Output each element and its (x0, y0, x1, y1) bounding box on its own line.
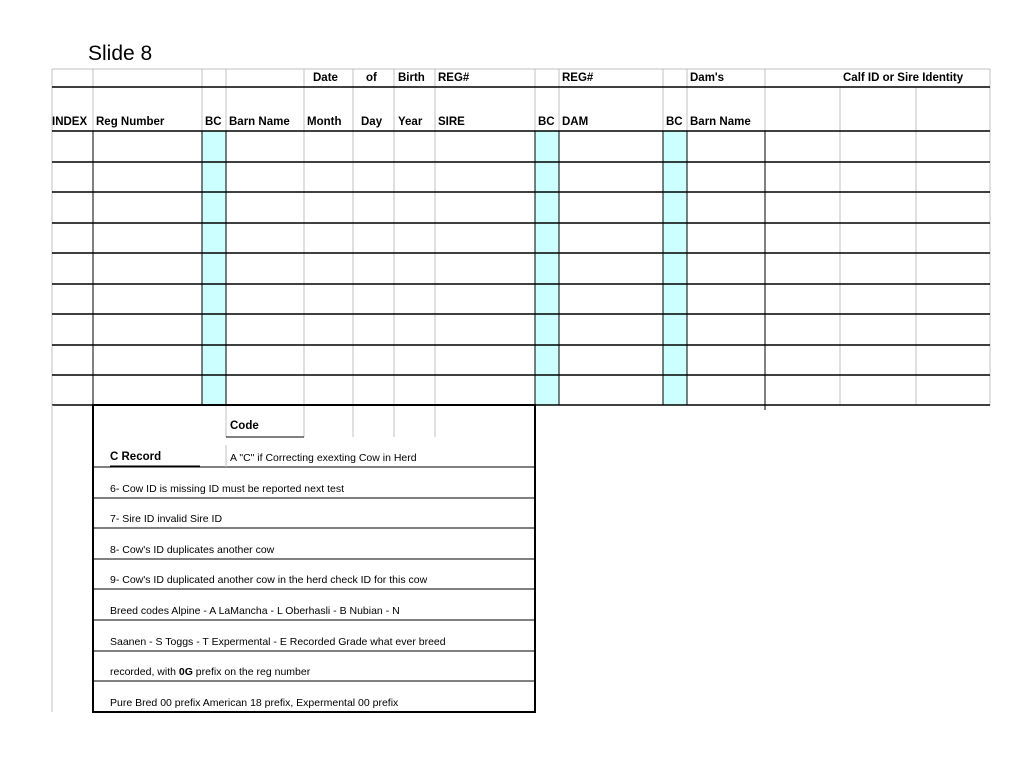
row-borders (52, 87, 990, 405)
header-dams: Dam's (690, 72, 725, 84)
header-of: of (366, 72, 377, 84)
notes-recorded-bold: 0G (178, 666, 193, 678)
header-bc-3: BC (666, 116, 683, 128)
bc-column-fill-2 (535, 131, 559, 405)
header-reg-sire: REG# (438, 72, 470, 84)
slide-title: Slide 8 (88, 42, 153, 65)
header-year: Year (398, 116, 423, 128)
notes-breed-codes-2: Saanen - S Toggs - T Expermental - E Recorded Grade what ever breed (110, 636, 446, 648)
notes-recorded-pre: recorded, with (110, 666, 179, 678)
header-barn-name-2: Barn Name (690, 116, 751, 128)
header-index: INDEX (52, 116, 88, 128)
header-calf-sire-identity: Calf ID or Sire Identity (843, 72, 964, 84)
notes-line-8: 8- Cow's ID duplicates another cow (110, 544, 275, 556)
notes-line-7: 7- Sire ID invalid Sire ID (110, 513, 223, 525)
notes-purebred: Pure Bred 00 prefix American 18 prefix, Expermental 00 prefix (110, 697, 399, 709)
header-sire: SIRE (438, 116, 465, 128)
notes-recorded-prefix (110, 666, 310, 678)
header-bc-1: BC (205, 116, 222, 128)
header-dam: DAM (562, 116, 589, 128)
header-reg-number: Reg Number (96, 116, 165, 128)
header-bc-2: BC (538, 116, 555, 128)
data-gridlines (52, 131, 990, 405)
header-date: Date (313, 72, 338, 84)
notes-breed-codes: Breed codes Alpine - A LaMancha - L Oberhasli - B Nubian - N (110, 605, 400, 617)
notes-line-9: 9- Cow's ID duplicated another cow in the herd check ID for this cow (110, 574, 428, 586)
header-day: Day (361, 116, 383, 128)
notes-line-6: 6- Cow ID is missing ID must be reported next test (110, 483, 344, 495)
notes-code-header: Code (230, 420, 259, 432)
notes-recorded-post: prefix on the reg number (192, 666, 311, 678)
bc-column-fill-1 (202, 131, 226, 405)
header-barn-name-1: Barn Name (229, 116, 290, 128)
header-month: Month (307, 116, 342, 128)
header-birth: Birth (398, 72, 425, 84)
notes-c-record-label: C Record (110, 451, 162, 463)
notes-c-record-desc: A "C" if Correcting exexting Cow in Herd (230, 452, 417, 464)
header-reg-dam: REG# (562, 72, 594, 84)
bc-column-fill-3 (663, 131, 687, 405)
